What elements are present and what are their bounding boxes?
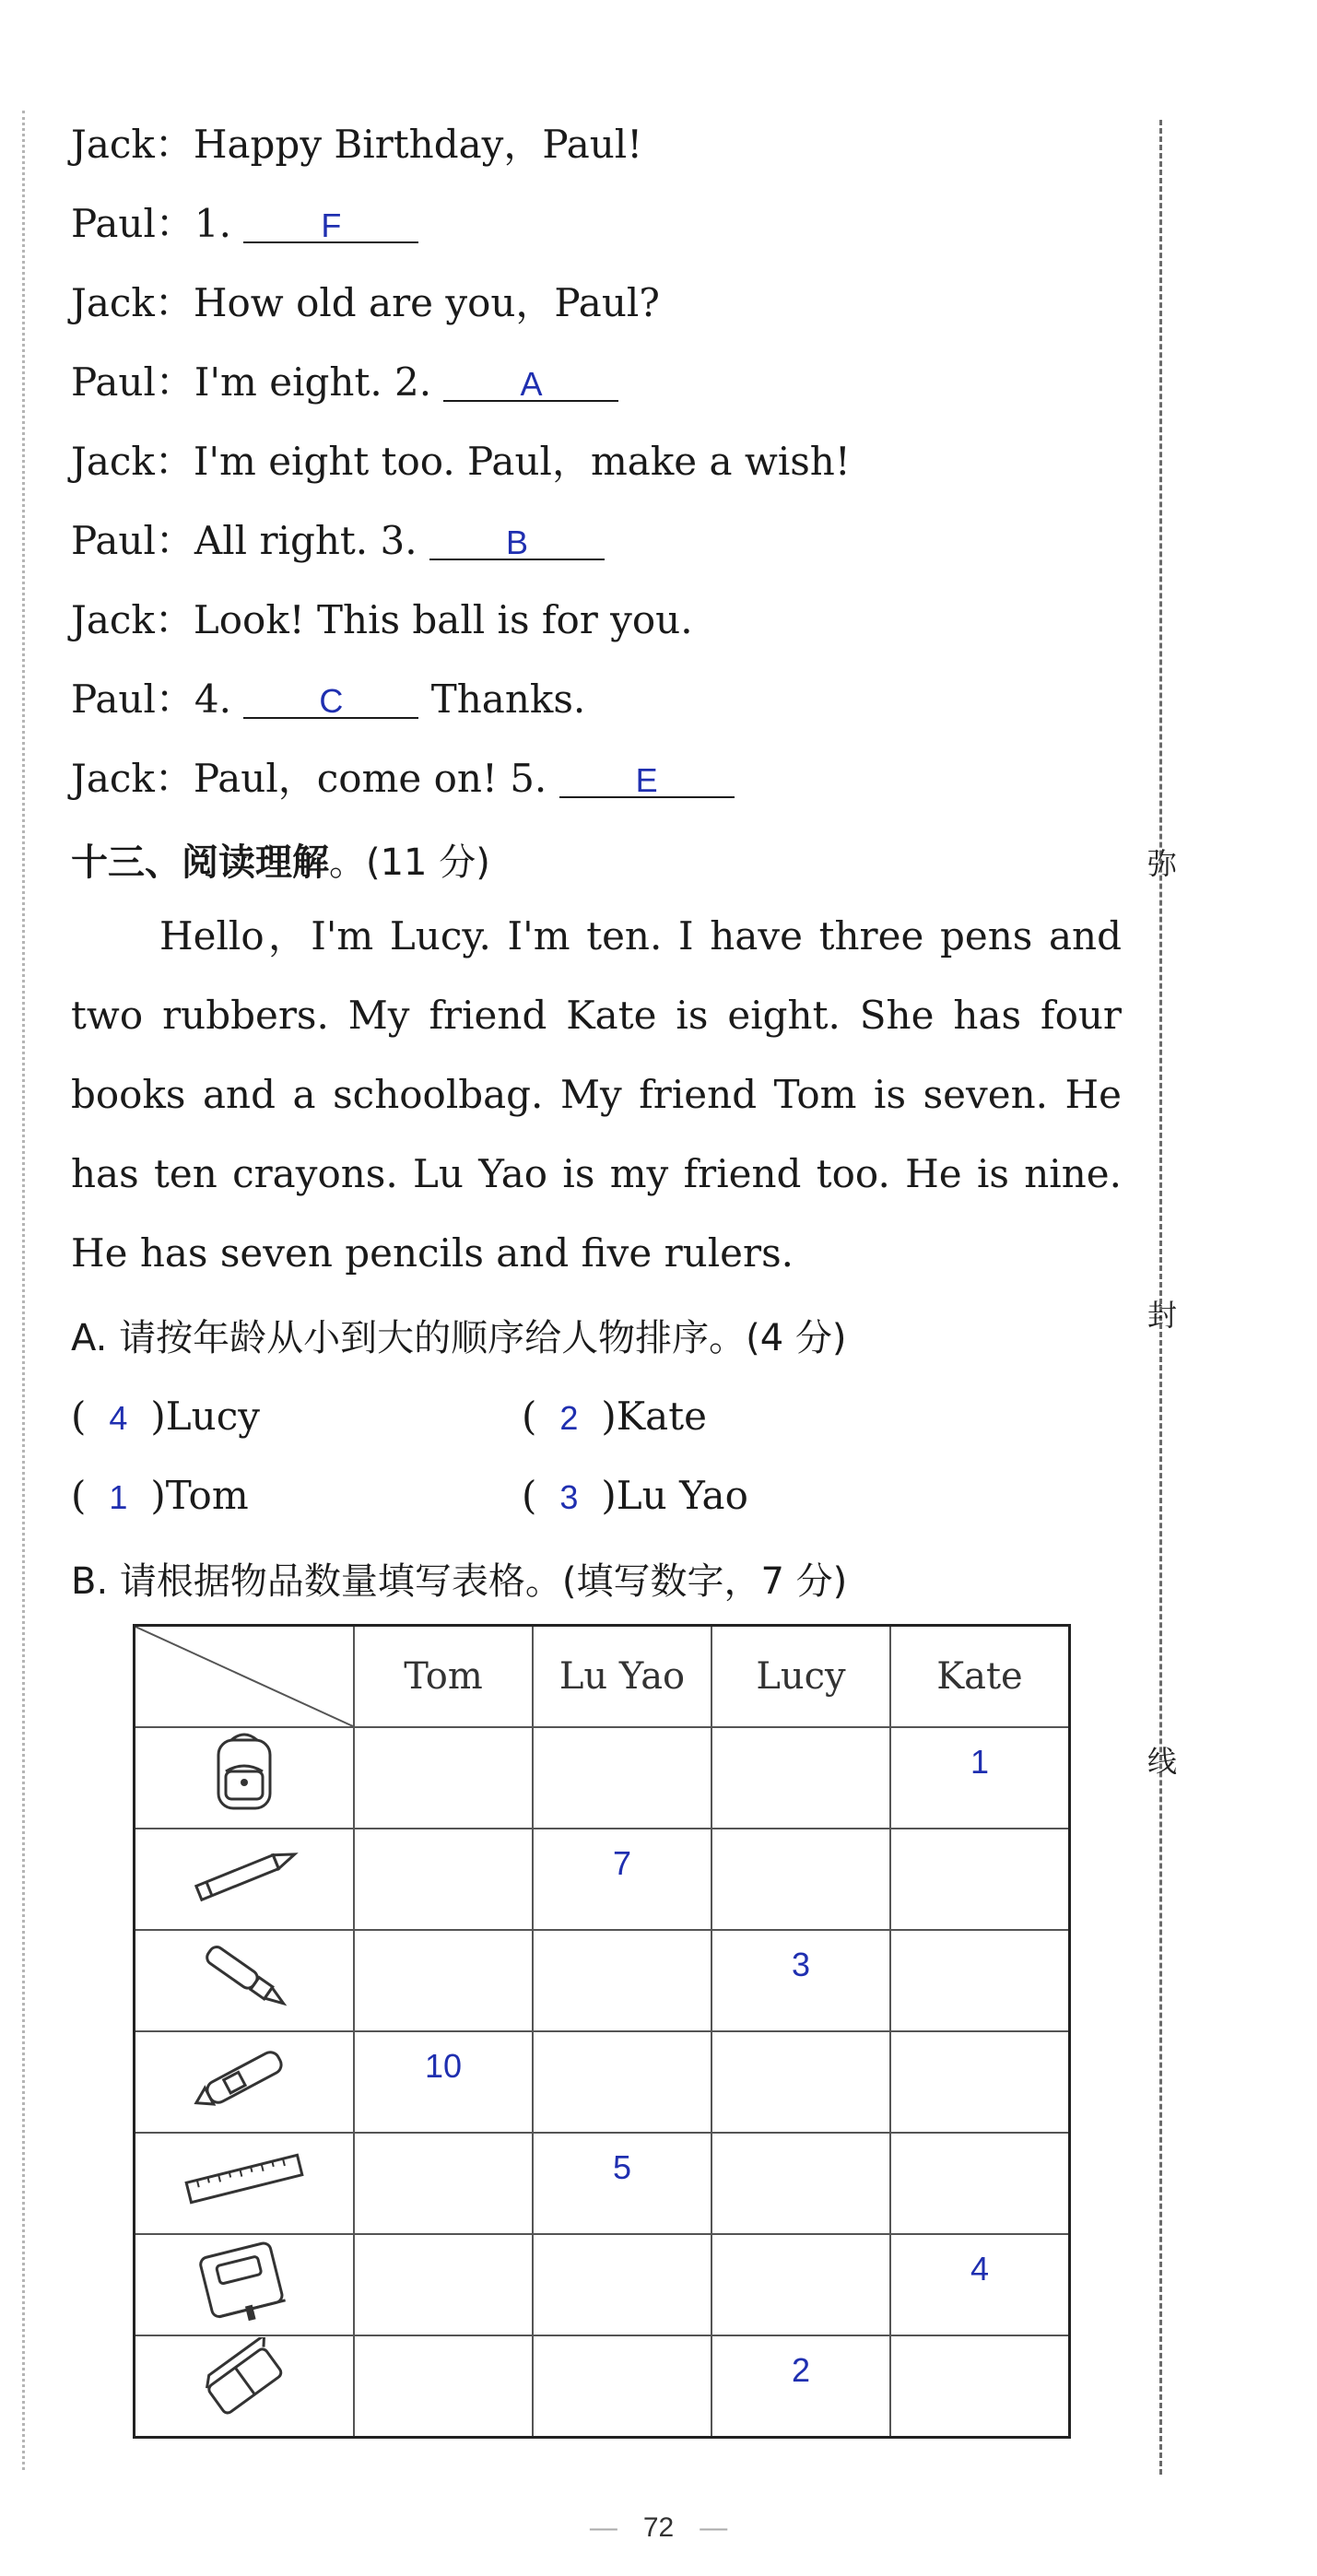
order-item-tom: ( 1 )Tom — [71, 1473, 249, 1518]
passage-line-5: He has seven pencils and five rulers. — [71, 1230, 794, 1276]
answer-text: B — [505, 523, 528, 561]
order-item-lu-yao: ( 3 )Lu Yao — [522, 1473, 748, 1518]
crayon-icon — [135, 2031, 355, 2133]
column-header-kate: Kate — [890, 1626, 1070, 1728]
answer-blank-4[interactable] — [243, 680, 418, 719]
dialogue-line-3: Jack：How old are you，Paul? — [71, 280, 660, 325]
answer-text: A — [520, 365, 543, 403]
table-cell[interactable] — [354, 1829, 533, 1930]
table-row — [135, 1829, 1070, 1930]
pen-icon — [135, 1930, 355, 2031]
table-cell[interactable] — [354, 2234, 533, 2335]
dialogue-line-6: Paul：All right. 3. B — [71, 522, 605, 560]
table-cell[interactable] — [711, 1930, 890, 2031]
answer-blank-5[interactable] — [559, 759, 735, 798]
table-cell[interactable] — [533, 1829, 711, 1930]
order-answer[interactable]: 2 — [559, 1399, 579, 1437]
answer-blank-2[interactable] — [443, 363, 618, 402]
answer-blank-3[interactable] — [429, 522, 605, 560]
table-cell[interactable] — [711, 1727, 890, 1829]
order-item-kate: ( 2 )Kate — [522, 1394, 707, 1439]
dialogue-line-4: Paul：I'm eight. 2. A — [71, 363, 618, 402]
cell-value: 4 — [970, 2250, 990, 2288]
table-cell[interactable] — [890, 1930, 1070, 2031]
column-header-lucy: Lucy — [711, 1626, 890, 1728]
cell-value: 10 — [424, 2047, 463, 2085]
answer-text: C — [319, 682, 344, 720]
rubber-icon — [135, 2335, 355, 2438]
ruler-icon — [135, 2133, 355, 2234]
cell-value: 7 — [612, 1844, 632, 1882]
table-cell[interactable] — [354, 2133, 533, 2234]
passage-line-3: books and a schoolbag. My friend Tom is seven. He — [71, 1072, 1122, 1117]
dialogue-line-2: Paul：1. F — [71, 205, 418, 243]
cell-value: 3 — [791, 1946, 811, 1983]
schoolbag-icon — [135, 1727, 355, 1829]
table-cell[interactable] — [890, 2335, 1070, 2438]
dialogue-line-1: Jack：Happy Birthday，Paul! — [71, 122, 643, 167]
section-13-heading: 十三、阅读理解。(11 分) — [71, 841, 490, 884]
table-row — [135, 2234, 1070, 2335]
cell-value: 2 — [791, 2351, 811, 2389]
page-number: — 72 — — [589, 2512, 728, 2543]
table-cell[interactable] — [354, 2031, 533, 2133]
dialogue-line-9: Jack：Paul，come on! 5. E — [71, 759, 735, 798]
part-b-instruction: B. 请根据物品数量填写表格。(填写数字，7 分) — [71, 1560, 848, 1603]
table-cell[interactable] — [890, 2234, 1070, 2335]
book-icon — [135, 2234, 355, 2335]
order-answer[interactable]: 4 — [109, 1399, 128, 1437]
table-cell[interactable] — [890, 1829, 1070, 1930]
column-header-tom: Tom — [354, 1626, 533, 1728]
table-cell[interactable] — [533, 2335, 711, 2438]
table-row — [135, 2133, 1070, 2234]
table-cell[interactable] — [711, 2234, 890, 2335]
table-cell[interactable] — [533, 1727, 711, 1829]
dialogue-line-5: Jack：I'm eight too. Paul，make a wish! — [71, 439, 851, 484]
cell-value: 1 — [970, 1743, 990, 1781]
pencil-icon — [135, 1829, 355, 1930]
table-cell[interactable] — [890, 2133, 1070, 2234]
seal-char-mi: 弥 — [1147, 846, 1178, 881]
table-cell[interactable] — [533, 2031, 711, 2133]
table-row — [135, 1727, 1070, 1829]
table-cell[interactable] — [354, 1930, 533, 2031]
passage-line-2: two rubbers. My friend Kate is eight. She has four — [71, 993, 1122, 1038]
table-row — [135, 2335, 1070, 2438]
table-row — [135, 2031, 1070, 2133]
diagonal-line — [135, 1627, 353, 1726]
table-cell[interactable] — [890, 1727, 1070, 1829]
passage-line-4: has ten crayons. Lu Yao is my friend too. He is nine. — [71, 1151, 1122, 1196]
dialogue-line-7: Jack：Look! This ball is for you. — [71, 597, 693, 642]
column-header-lu-yao: Lu Yao — [533, 1626, 711, 1728]
table-cell[interactable] — [533, 2133, 711, 2234]
table-header-row — [135, 1626, 1070, 1728]
table-corner-cell — [135, 1626, 355, 1728]
left-margin-rule — [22, 111, 25, 2470]
order-answer[interactable]: 3 — [559, 1478, 579, 1516]
part-a-instruction: A. 请按年龄从小到大的顺序给人物排序。(4 分) — [71, 1317, 847, 1359]
table-cell[interactable] — [711, 2031, 890, 2133]
table-cell[interactable] — [354, 1727, 533, 1829]
table-row — [135, 1930, 1070, 2031]
table-cell[interactable] — [533, 2234, 711, 2335]
table-cell[interactable] — [890, 2031, 1070, 2133]
answer-text: F — [321, 206, 342, 244]
order-answer[interactable]: 1 — [109, 1478, 128, 1516]
answer-text: E — [635, 761, 658, 799]
table-cell[interactable] — [533, 1930, 711, 2031]
seal-char-xian: 线 — [1147, 1744, 1178, 1779]
passage-line-1: Hello，I'm Lucy. I'm ten. I have three pens and — [159, 913, 1122, 959]
table-cell[interactable] — [711, 1829, 890, 1930]
item-count-table — [133, 1624, 1071, 2439]
table-cell[interactable] — [354, 2335, 533, 2438]
order-item-lucy: ( 4 )Lucy — [71, 1394, 260, 1439]
table-cell[interactable] — [711, 2133, 890, 2234]
table-cell[interactable] — [711, 2335, 890, 2438]
dialogue-line-8: Paul：4. C Thanks. — [71, 676, 586, 722]
seal-char-feng: 封 — [1147, 1298, 1178, 1333]
cell-value: 5 — [612, 2148, 632, 2186]
answer-blank-1[interactable] — [243, 205, 418, 243]
